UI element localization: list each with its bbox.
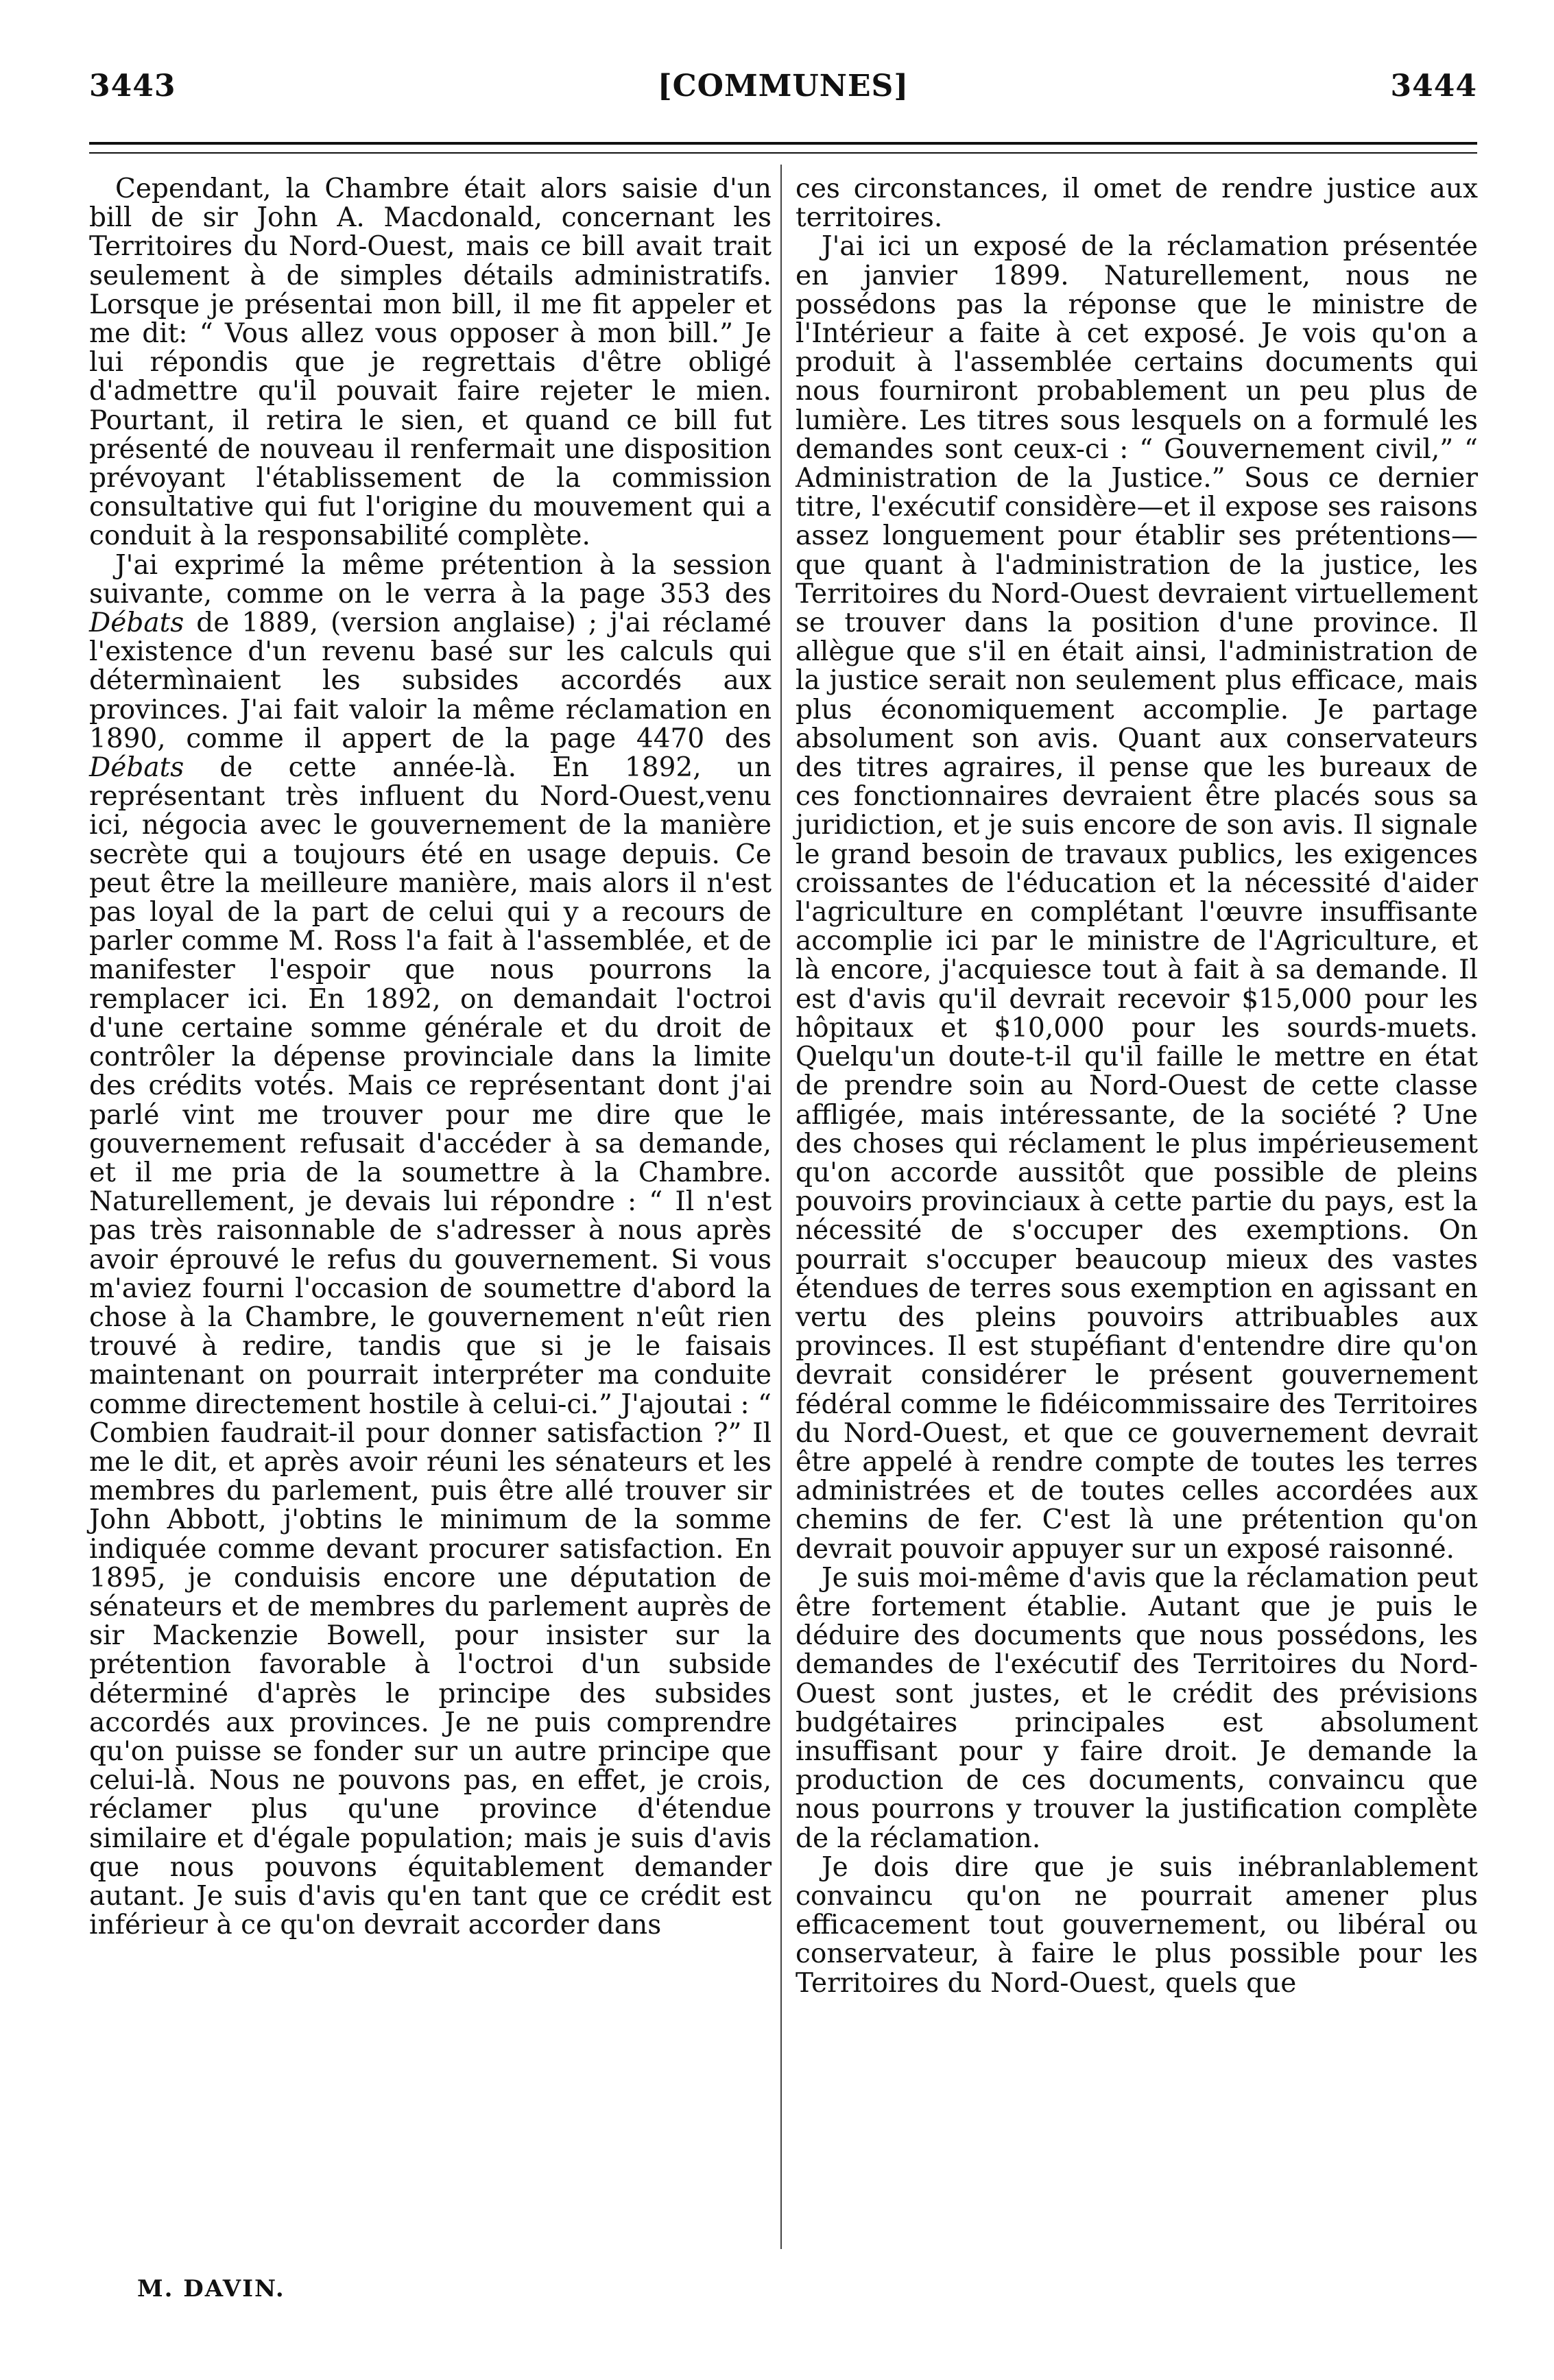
left-column [89, 175, 772, 1940]
speaker-name: M. DAVIN. [137, 2275, 285, 2303]
paragraph: J'ai ici un exposé de la réclamation présentée en janvier 1899. Naturellement, nous ne possédons pas la réponse que le ministre de l'Intérieur a faite à cet exposé. Je vois qu'on a produit à l'assemblée certains documents qui nous fourniront probablement un peu plus de lumière. Les titres sous lesquels on a formulé les demandes sont ceux-ci : “ Gouvernement civil,” “ Administration de la Justice.” Sous ce dernier titre, l'exécutif considère—et il expose ses raisons assez longuement pour établir ses prétentions—que quant à l'administration de la justice, les Territoires du Nord-Ouest devraient virtuellement se trouver dans la position d'une province. Il allègue que s'il en était ainsi, l'administration de la justice serait non seulement plus efficace, mais plus économiquement accomplie. Je partage absolument son avis. Quant aux conservateurs des titres agraires, il pense que les bureaux de ces fonctionnaires devraient être placés sous sa juridiction, et je suis encore de son avis. Il signale le grand besoin de travaux publics, les exigences croissantes de l'éducation et la nécessité d'aider l'agriculture en complétant l'œuvre insuffisante accomplie ici par le ministre de l'Agriculture, et là encore, j'acquiesce tout à fait à sa demande. Il est d'avis qu'il devrait recevoir $15,000 pour les hôpitaux et $10,000 pour les sourds-muets. Quelqu'un doute-t-il qu'il faille le mettre en état de prendre soin au Nord-Ouest de cette classe affligée, mais intéressante, de la société ? Une des choses qui réclament le plus impérieusement qu'on accorde aussitôt que possible de pleins pouvoirs provinciaux à cette partie du pays, est la nécessité de s'occuper des exemptions. On pourrait s'occuper beaucoup mieux des vastes étendues de terres sous exemption en agissant en vertu des pleins pouvoirs attribuables aux provinces. Il est stupéfiant d'entendre dire qu'on devrait considérer le présent gouvernement fédéral comme le fidéicommissaire des Territoires du Nord-Ouest, et que ce gouvernement devrait être appelé à rendre compte de toutes les terres administrées et de toutes celles accordées aux chemins de fer. C'est là une prétention qu'on devrait pouvoir appuyer sur un exposé raisonné. [796, 231, 1478, 1565]
paragraph-text: de cette année-là. En 1892, un représentant très influent du Nord-Ouest,venu ici, négocia avec le gouvernement de la manière secrète qui a toujours été en usage depuis. Ce peut être la meilleure manière, mais alors il n'est pas loyal de la part de celui qui y a recours de parler comme M. Ross l'a fait à l'assemblée, et de manifester l'espoir que nous pourrons la remplacer ici. En 1892, on demandait l'octroi d'une certaine somme générale et du droit de contrôler la dépense provinciale dans la limite des crédits votés. Mais ce représentant dont j'ai parlé vint me trouver pour me dire que le gouvernement refusait d'accéder à sa demande, et il me pria de la soumettre à la Chambre. Naturellement, je devais lui répondre : “ Il n'est pas très raisonnable de s'adresser à nous après avoir éprouvé le refus du gouvernement. Si vous m'aviez fourni l'occasion de soumettre d'abord la chose à la Chambre, le gouvernement n'eût rien trouvé à redire, tandis que si je le faisais maintenant on pourrait interpréter ma conduite comme directement hostile à celui-ci.” J'ajoutai : “ Combien faudrait-il pour donner satisfaction ?” Il me le dit, et après avoir réuni les sénateurs et les membres du parlement, puis être allé trouver sir John Abbott, j'obtins le minimum de la somme indiquée comme devant procurer satisfaction. En 1895, je conduisis encore une députation de sénateurs et de membres du parlement auprès de sir Mackenzie Bowell, pour insister sur la prétention favorable à l'octroi d'un subside déterminé d'après le principe des subsides accordés aux provinces. Je ne puis comprendre qu'on puisse se fonder sur un autre principe que celui-là. Nous ne pouvons pas, en effet, je crois, réclamer plus qu'une province d'étendue similaire et d'égale population; mais je suis d'avis que nous pouvons équitablement demander autant. Je suis d'avis qu'en tant que ce crédit est inférieur à ce qu'on devrait accorder dans [89, 752, 772, 1941]
paragraph-continued: ces circonstances, il omet de rendre justice aux territoires. [796, 173, 1478, 234]
paragraph: Je dois dire que je suis inébranlablement convaincu qu'on ne pourrait amener plus efficacement tout gouvernement, ou libéral ou conservateur, à faire le plus possible pour les Territoires du Nord-Ouest, quels que [796, 1851, 1478, 1999]
paragraph-text: J'ai exprimé la même prétention à la session suivante, comme on le verra à la page 353 des [89, 549, 772, 610]
page-number-right: 3444 [1390, 69, 1477, 104]
paragraph: Je suis moi-même d'avis que la réclamation peut être fortement établie. Autant que je puis le déduire des documents que nous possédons, les demandes de l'exécutif des Territoires du Nord-Ouest sont justes, et le crédit des prévisions budgétaires principales est absolument insuffisant pour y faire droit. Je demande la production de ces documents, convaincu que nous pourrons y trouver la justification complète de la réclamation. [796, 1562, 1478, 1854]
paragraph [89, 551, 772, 1940]
header-rule-thick [89, 142, 1477, 145]
page-header [89, 69, 1477, 110]
header-rule-thin [89, 152, 1477, 154]
running-title: [COMMUNES] [657, 69, 909, 104]
column-divider [780, 165, 782, 2249]
page-number-left: 3443 [89, 69, 176, 104]
debats-italic: Débats [89, 752, 184, 784]
paragraph-text: de 1889, (version anglaise) ; j'ai réclamé l'existence d'un revenu basé sur les calculs qui détermìnaient les subsides accordés aux provinces. J'ai fait valoir la même réclamation en 1890, comme il appert de la page 4470 des [89, 608, 772, 754]
right-column [796, 175, 1478, 1998]
debats-italic: Débats [89, 608, 184, 639]
paragraph: Cependant, la Chambre était alors saisie d'un bill de sir John A. Macdonald, concernant les Territoires du Nord-Ouest, mais ce bill avait trait seulement à de simples détails administratifs. Lorsque je présentai mon bill, il me fit appeler et me dit: “ Vous allez vous opposer à mon bill.” Je lui répondis que je regrettais d'être obligé d'admettre qu'il pouvait faire rejeter le mien. Pourtant, il retira le sien, et quand ce bill fut présenté de nouveau il renfermait une disposition prévoyant l'établissement de la commission consultative qui fut l'origine du mouvement qui a conduit à la responsabilité complète. [89, 173, 772, 552]
